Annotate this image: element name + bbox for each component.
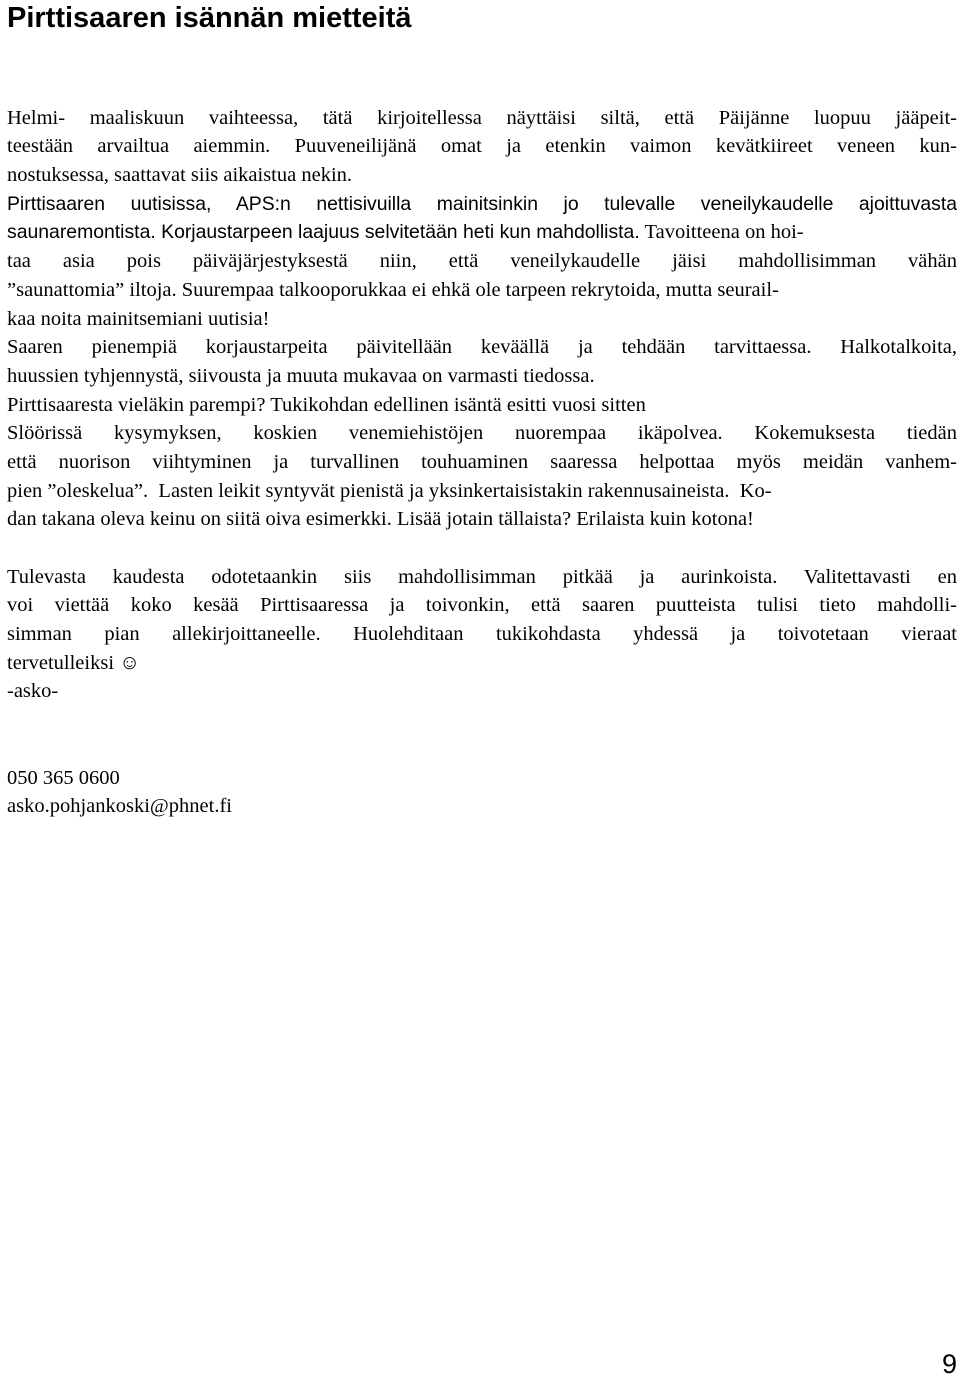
text-fragment: Ko- (739, 479, 772, 502)
text-line: Pirttisaaren uutisissa, APS:n nettisivuilla mainitsinkin jo tulevalle veneilykaudelle ajoittuvasta (7, 192, 957, 215)
spacer (7, 534, 957, 563)
signature: -asko- (7, 680, 59, 703)
text-line: simman pian allekirjoittaneelle. Huolehditaan tukikohdasta yhdessä ja toivotetaan vieraat (7, 623, 957, 646)
page-title: Pirttisaaren isännän mietteitä (7, 2, 412, 34)
text-line: huussien tyhjennystä, siivousta ja muuta mukavaa on varmasti tiedossa. (7, 364, 595, 387)
text-line: taa asia pois päiväjärjestyksestä niin, että veneilykaudelle jäisi mahdollisimman vähän (7, 250, 957, 273)
text-line: Tulevasta kaudesta odotetaankin siis mahdollisimman pitkää ja aurinkoista. Valitettavasti en (7, 565, 957, 588)
spacer (7, 706, 957, 763)
text-fragment: pien ”oleskelua”. (7, 479, 149, 502)
text-line: nostuksessa, saattavat siis aikaistua nekin. (7, 164, 353, 187)
text-line (7, 218, 957, 247)
text-fragment: Tavoitteena on hoi- (644, 221, 804, 244)
contact-info (7, 764, 957, 821)
text-line: kaa noita mainitsemiani uutisia! (7, 307, 270, 330)
text-line: voi viettää koko kesää Pirttisaaressa ja toivonkin, että saaren puutteista tulisi tieto mahdolli- (7, 594, 957, 617)
paragraph-better (7, 391, 957, 534)
text-line: että nuorison viihtyminen ja turvallinen touhuaminen saaressa helpottaa myös meidän vanhem- (7, 450, 957, 473)
text-line: Slöörissä kysymyksen, koskien venemiehistöjen nuorempaa ikäpolvea. Kokemuksesta tiedän (7, 422, 957, 445)
text-fragment: ”saunattomia” iltoja. (7, 278, 177, 301)
text-line (7, 391, 957, 420)
paragraph-intro (7, 104, 957, 190)
article-body (7, 75, 957, 821)
text-line (7, 477, 957, 506)
phone-number: 050 365 0600 (7, 766, 120, 789)
text-line: Saaren pienempiä korjaustarpeita päivitellään keväällä ja tehdään tarvittaessa. Halkotalkoita, (7, 336, 957, 359)
text-fragment: saunaremontista. Korjaustarpeen laajuus selvitetään heti kun mahdollista. (7, 221, 640, 244)
text-line: teestään arvailtua aiemmin. Puuveneilijänä omat ja etenkin vaimon kevätkiireet veneen kun- (7, 135, 957, 158)
email-address: asko.pohjankoski@phnet.fi (7, 795, 232, 818)
text-line: dan takana oleva keinu on siitä oiva esimerkki. Lisää jotain tällaista? Erilaista kuin kotona! (7, 508, 754, 531)
paragraph-repairs (7, 333, 957, 390)
paragraph-season (7, 563, 957, 706)
page-number: 9 (941, 1349, 957, 1379)
paragraph-sauna (7, 190, 957, 333)
spacer (7, 75, 957, 104)
text-fragment: Suurempaa talkooporukkaa ei ehkä ole tarpeen rekrytoida, mutta seurail- (181, 278, 779, 301)
text-line: tervetulleiksi ☺ (7, 651, 141, 674)
text-line: Helmi- maaliskuun vaihteessa, tätä kirjoitellessa näyttäisi siltä, että Päijänne luopuu jääpeit- (7, 106, 957, 129)
text-fragment: Pirttisaaresta vieläkin parempi? (7, 393, 266, 416)
text-fragment: Tukikohdan edellinen isäntä esitti vuosi sitten (270, 393, 646, 416)
text-fragment: Lasten leikit syntyvät pienistä ja yksinkertaisistakin rakennusaineista. (158, 479, 730, 502)
text-line (7, 276, 957, 305)
